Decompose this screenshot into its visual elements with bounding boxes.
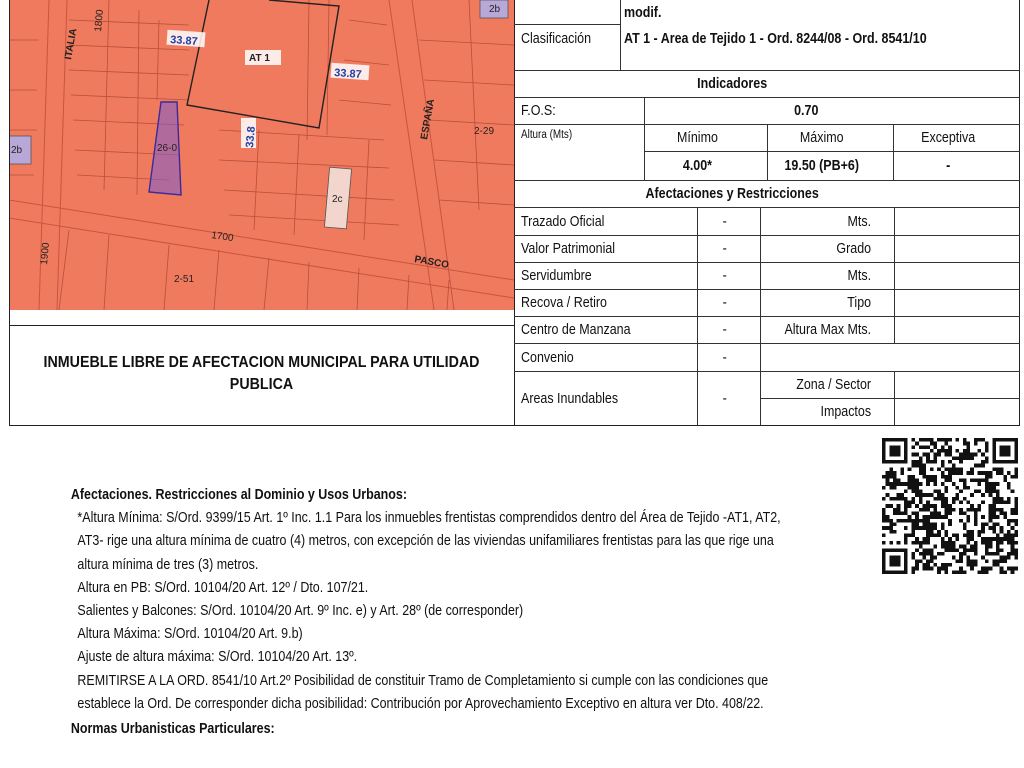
- at1-label: AT 1: [249, 53, 270, 64]
- number-1900: 1900: [39, 242, 52, 266]
- zone-2b-top-label: 2b: [489, 4, 501, 15]
- row-value-valor-patrimonial: -: [722, 241, 727, 257]
- fos-label: F.O.S:: [521, 103, 556, 119]
- clasificacion-value: AT 1 - Area de Tejido 1 - Ord. 8244/08 - Ord. 8541/10: [624, 31, 927, 47]
- row-unit-servidumbre: Mts.: [847, 268, 872, 284]
- note-line: *Altura Mínima: S/Ord. 9399/15 Art. 1º Inc. 1.1 Para los inmuebles frentistas comprendidos dentro del Área de Tejido -AT1, AT2,: [77, 510, 781, 527]
- zone-2-29-label: 2-29: [474, 126, 495, 137]
- row-unit-recova-retiro: Tipo: [847, 295, 872, 311]
- row-label-valor-patrimonial: Valor Patrimonial: [521, 241, 616, 257]
- row-unit-centro-de-manzana: Altura Max Mts.: [784, 322, 872, 338]
- dimension-label-3: 33.8: [244, 125, 258, 149]
- street-label-italia: ITALIA: [63, 27, 80, 61]
- frame-right: [1019, 0, 1020, 426]
- zone-2c-label: 2c: [332, 194, 343, 205]
- areas-inundables-label: Areas Inundables: [521, 390, 619, 407]
- row-label-centro-de-manzana: Centro de Manzana: [521, 322, 631, 338]
- afectaciones-header: Afectaciones y Restricciones: [645, 186, 819, 202]
- note-line: altura mínima de tres (3) metros.: [77, 556, 259, 573]
- row-value-centro-de-manzana: -: [722, 322, 727, 338]
- note-line: Salientes y Balcones: S/Ord. 10104/20 Art. 9º Inc. e) y Art. 28º (de corresponder): [77, 603, 524, 620]
- row-label-servidumbre: Servidumbre: [521, 268, 592, 284]
- row-unit-trazado-oficial: Mts.: [847, 213, 872, 230]
- frame-map-bottom: [9, 325, 514, 326]
- note-line: Ajuste de altura máxima: S/Ord. 10104/20 Art. 13º.: [77, 649, 358, 666]
- row-label-recova-retiro: Recova / Retiro: [521, 295, 607, 311]
- areas-inundables-value: -: [722, 390, 727, 407]
- lot-26-0-label: 26-0: [157, 143, 178, 154]
- minimo-header: Mínimo: [677, 130, 718, 146]
- street-label-espana: ESPAÑA: [419, 98, 438, 141]
- row-unit-valor-patrimonial: Grado: [836, 241, 872, 257]
- number-1700: 1700: [210, 230, 235, 245]
- qr-code[interactable]: [882, 438, 1018, 574]
- zone-2-51-label: 2-51: [174, 274, 195, 285]
- street-label-pasco: PASCO: [413, 254, 450, 272]
- altura-exceptiva-value: -: [946, 158, 951, 174]
- number-1800: 1800: [93, 9, 106, 33]
- modif-text: modif.: [624, 5, 662, 21]
- row-value-trazado-oficial: -: [722, 213, 727, 230]
- note-line: AT3- rige una altura mínima de cuatro (4) metros, con excepción de las viviendas unifamiliares frentistas para las que rige una: [77, 533, 774, 550]
- note-line: Altura Máxima: S/Ord. 10104/20 Art. 9.b): [77, 626, 303, 643]
- row-label-convenio: Convenio: [521, 349, 574, 366]
- row-value-convenio: -: [722, 349, 727, 366]
- row-value-recova-retiro: -: [722, 295, 727, 311]
- zona-sector-label: Zona / Sector: [796, 377, 872, 393]
- libre-afectacion-notice: INMUEBLE LIBRE DE AFECTACION MUNICIPAL PARA UTILIDAD PUBLICA: [43, 354, 480, 393]
- note-line: REMITIRSE A LA ORD. 8541/10 Art.2º Posibilidad de constituir Tramo de Completamiento si cumple con las condiciones que: [77, 672, 769, 689]
- dimension-label-2: 33.87: [333, 67, 363, 81]
- note-line: establece la Ord. De corresponder dicha posibilidad: Contribución por Aprovechamiento Exceptivo en altura ver Dto. 408/22.: [77, 695, 764, 712]
- impactos-label: Impactos: [820, 404, 872, 420]
- fos-value: 0.70: [794, 103, 819, 119]
- notes-heading: Afectaciones. Restricciones al Dominio y Usos Urbanos:: [70, 487, 407, 503]
- notes-section: [10, 484, 880, 741]
- exceptiva-header: Exceptiva: [921, 130, 976, 146]
- clasificacion-label: Clasificación: [521, 31, 592, 47]
- zoning-map: [9, 0, 514, 310]
- indicadores-header: Indicadores: [697, 76, 768, 92]
- row-label-trazado-oficial: Trazado Oficial: [521, 213, 605, 230]
- dimension-label-1: 33.87: [169, 34, 199, 48]
- note-line: Altura en PB: S/Ord. 10104/20 Art. 12º / Dto. 107/21.: [77, 579, 369, 596]
- map-graphic: [9, 0, 514, 310]
- altura-label: Altura (Mts): [521, 129, 573, 141]
- row-unit-convenio: [761, 344, 875, 371]
- frame-left: [9, 0, 10, 426]
- altura-minima-value: 4.00*: [682, 158, 713, 174]
- zone-2b-left-label: 2b: [11, 145, 23, 156]
- maximo-header: Máximo: [799, 130, 844, 146]
- row-value-servidumbre: -: [722, 268, 727, 284]
- normas-heading: Normas Urbanisticas Particulares:: [70, 721, 275, 738]
- altura-maxima-value: 19.50 (PB+6): [784, 158, 860, 174]
